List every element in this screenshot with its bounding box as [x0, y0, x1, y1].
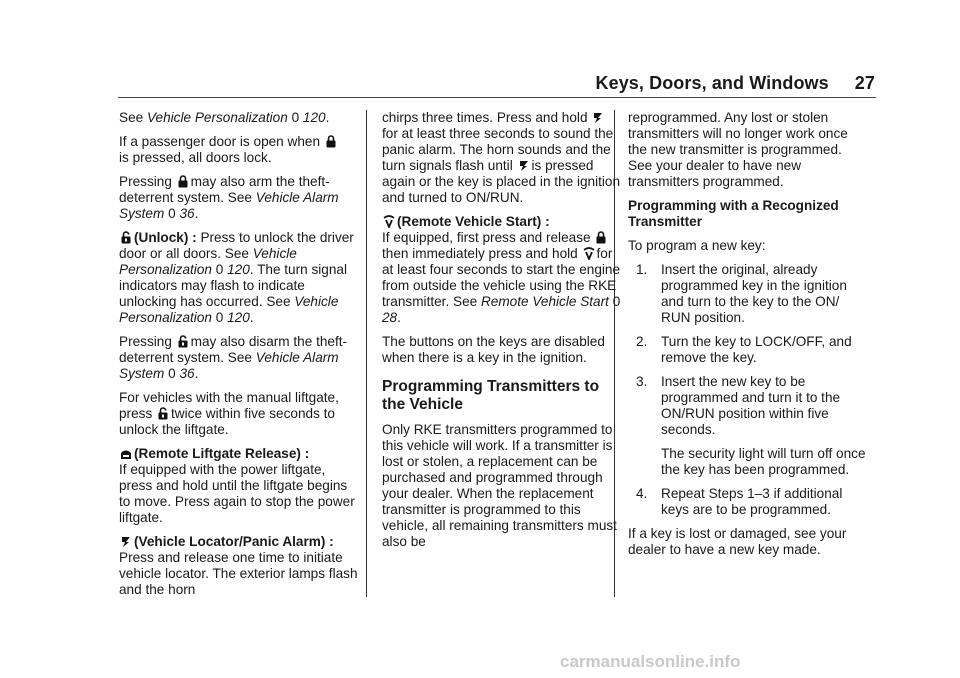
steps-list: [628, 262, 868, 518]
panic-icon: [518, 159, 530, 172]
list-item: 4. Repeat Steps 1–3 if additional keys are to be programmed.: [636, 486, 843, 517]
column-divider: [366, 110, 367, 597]
panic-icon: [120, 535, 132, 548]
paragraph: If a passenger door is open when is pressed, all doors lock.: [119, 134, 359, 166]
liftgate-icon: [120, 447, 132, 460]
cross-reference-link[interactable]: Vehicle Personalization: [119, 246, 297, 277]
watermark: carmanualsonline.info: [560, 652, 741, 671]
list-item: 2. Turn the key to LOCK/OFF, and remove the key.: [636, 334, 852, 365]
remote-start-icon: [383, 215, 395, 228]
unlock-icon: [157, 407, 169, 420]
paragraph: (Unlock) : Press to unlock the driver door or all doors. See Vehicle Personalization 0 120. The turn signal indicators may flash to indicate unlocking has occurred. See Vehicle Personalization 0 120.: [119, 230, 354, 325]
subheading: Programming with a Recognized Transmitter: [628, 198, 839, 229]
paragraph: The buttons on the keys are disabled when there is a key in the ignition.: [382, 334, 605, 365]
paragraph: (Vehicle Locator/Panic Alarm) : Press and release one time to initiate vehicle locator. The exterior lamps flash and the horn: [119, 534, 358, 597]
column-3: [628, 110, 868, 566]
page-header: [0, 73, 875, 94]
header-rule: [118, 97, 876, 98]
step-note: The security light will turn off once the key has been programmed.: [661, 446, 866, 477]
lock-icon: [177, 175, 189, 188]
cross-reference-link[interactable]: Vehicle Personalization: [146, 110, 288, 125]
column-2: [382, 110, 622, 558]
panic-icon: [592, 111, 604, 124]
page-number: 27: [854, 73, 875, 93]
paragraph: Pressing may also arm the theft-deterrent system. See Vehicle Alarm System 0 36.: [119, 174, 339, 221]
section-title: Keys, Doors, and Windows: [595, 73, 829, 93]
cross-reference-link[interactable]: Remote Vehicle Start: [480, 294, 609, 309]
list-intro: To program a new key:: [628, 238, 766, 253]
unlock-icon: [177, 335, 189, 348]
lock-icon: [325, 135, 337, 148]
page-arrow: 0: [291, 110, 300, 125]
list-item: 1. Insert the original, already programmed key in the ignition and turn to the key to the ON/ RUN position.: [636, 262, 847, 325]
section-heading: Programming Transmitters to the Vehicle: [382, 378, 600, 413]
paragraph: (Remote Vehicle Start) : If equipped, first press and release then immediately press and hold for at least four seconds to start the engine from outside the vehicle using the RKE transmitter. See Remote Vehicle Start 0 28.: [382, 214, 621, 325]
paragraph: Pressing may also disarm the theft-deterrent system. See Vehicle Alarm System 0 36.: [119, 334, 348, 381]
column-1: [119, 110, 359, 606]
paragraph: Only RKE transmitters programmed to this vehicle will work. If a transmitter is lost or stolen, a replacement can be purchased and programmed through your dealer. When the replacement transmitter is programmed to this vehicle, all remaining transmitters must also be: [382, 422, 617, 549]
lock-icon: [595, 231, 607, 244]
list-item: 3. Insert the new key to be programmed and turn it to the ON/RUN position within five seconds. The security light will turn off once the key has been programmed.: [628, 374, 868, 478]
paragraph: For vehicles with the manual liftgate, press twice within five seconds to unlock the liftgate.: [119, 390, 339, 437]
cross-reference-link[interactable]: Vehicle Alarm System: [119, 350, 339, 381]
paragraph: (Remote Liftgate Release) : If equipped with the power liftgate, press and hold until the liftgate begins to move. Press again to stop the power liftgate.: [119, 446, 355, 525]
remote-start-icon: [583, 247, 595, 260]
paragraph: If a key is lost or damaged, see your dealer to have a new key made.: [628, 526, 847, 557]
unlock-icon: [120, 231, 132, 244]
cross-reference-link[interactable]: Vehicle Alarm System: [119, 190, 339, 221]
paragraph: See Vehicle Personalization 0 120.: [119, 110, 330, 125]
paragraph: reprogrammed. Any lost or stolen transmitters will no longer work once the new transmitter is programmed. See your dealer to have new transmitters programmed.: [628, 110, 848, 189]
cross-reference-link[interactable]: Vehicle Personalization: [119, 294, 339, 325]
paragraph: chirps three times. Press and hold for at least three seconds to sound the panic alarm. The horn sounds and the turn signals flash until is pressed again or the key is placed in the ignition and turned to ON/RUN.: [382, 110, 621, 205]
